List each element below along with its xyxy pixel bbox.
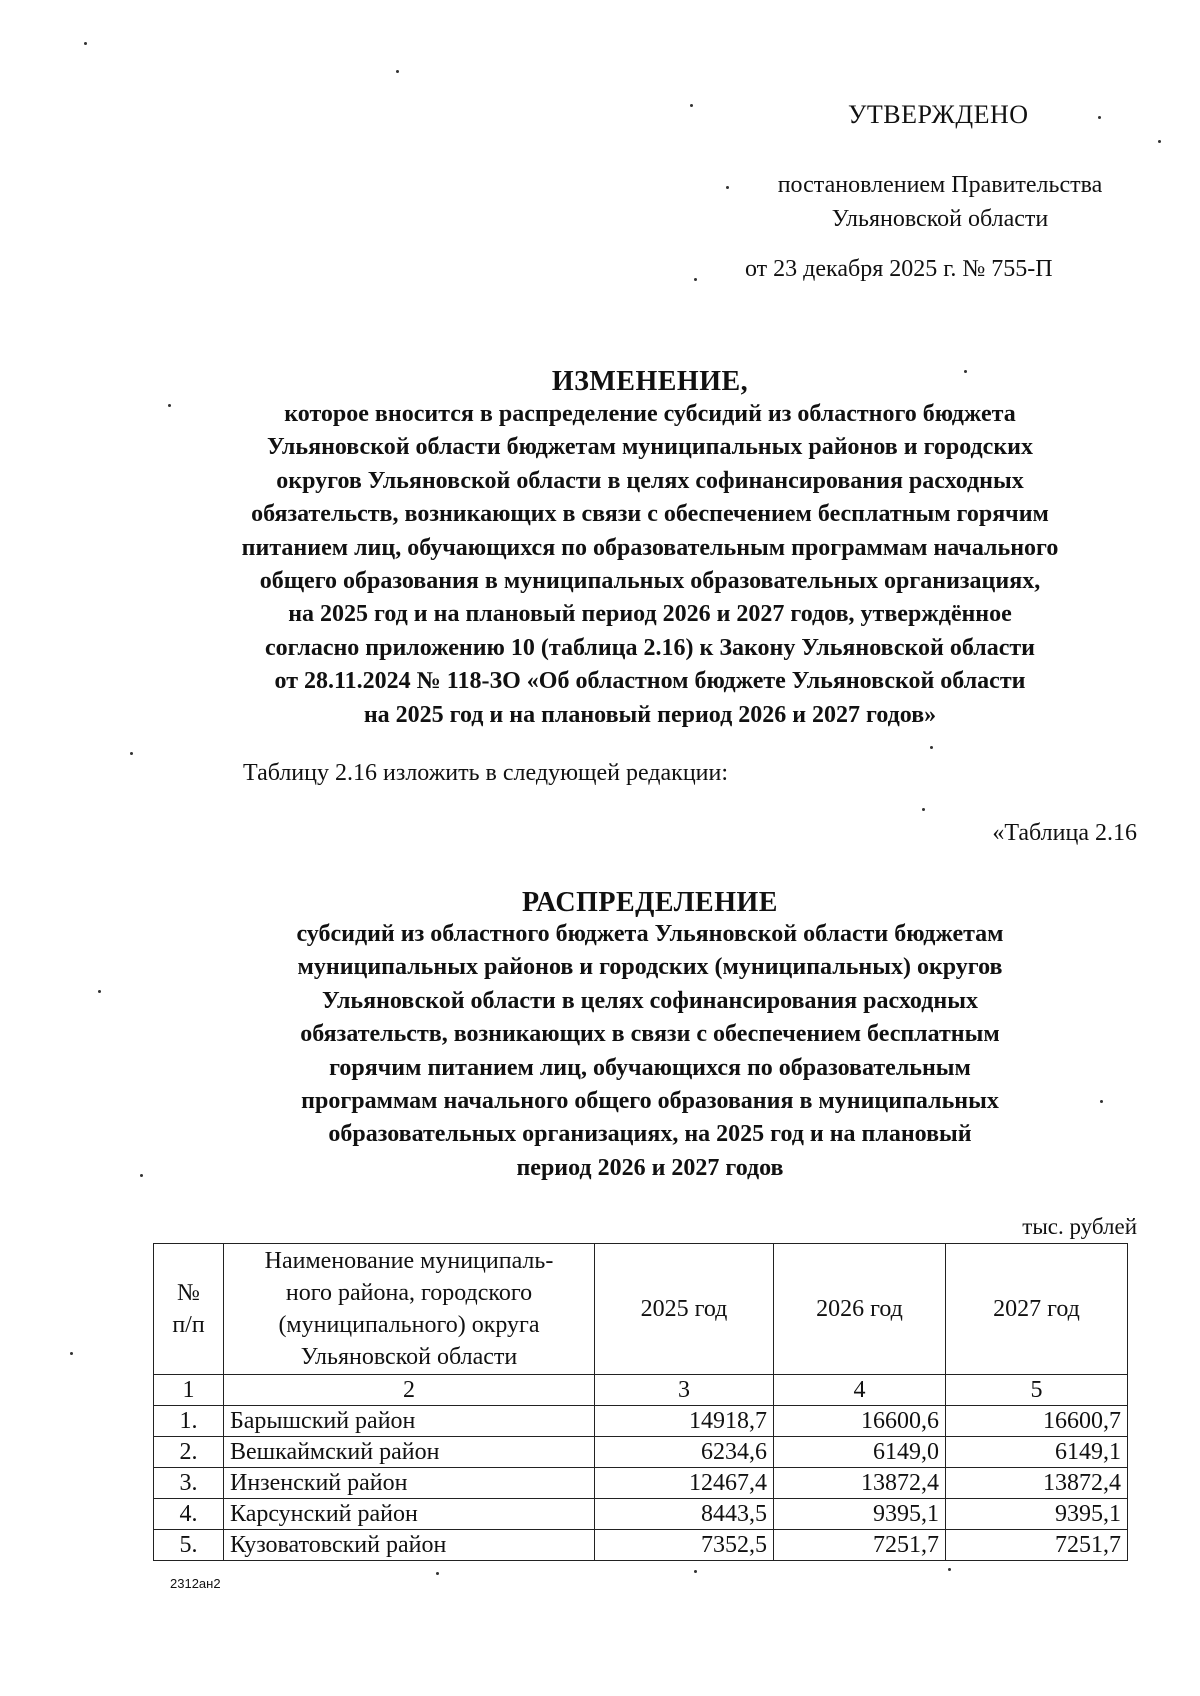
scan-speck — [694, 278, 697, 281]
change-line: на 2025 год и на плановый период 2026 и 2027 годов, утверждённое — [288, 601, 1012, 628]
approved-stamp: УТВЕРЖДЕНО — [848, 100, 1029, 129]
change-text — [160, 398, 1140, 732]
row-2027: 16600,7 — [946, 1406, 1128, 1437]
distribution-line: период 2026 и 2027 годов — [516, 1154, 784, 1181]
header-name: Наименование муниципаль- ного района, городского (муниципального) округа Ульяновской области — [224, 1244, 595, 1375]
distribution-line: субсидий из областного бюджета Ульяновской области бюджетам — [296, 921, 1004, 947]
row-name: Кузоватовский район — [224, 1530, 595, 1561]
header-2027: 2027 год — [946, 1244, 1128, 1375]
scan-speck — [140, 1174, 143, 1177]
scan-speck — [84, 42, 87, 45]
scan-speck — [168, 404, 171, 407]
row-num: 5. — [154, 1530, 224, 1561]
table-header-row — [154, 1244, 1128, 1375]
units-label: тыс. рублей — [1022, 1214, 1137, 1239]
header-2025: 2025 год — [595, 1244, 774, 1375]
distribution-line: образовательных организациях, на 2025 год и на плановый — [328, 1121, 972, 1148]
column-number: 5 — [946, 1375, 1128, 1406]
row-2027: 9395,1 — [946, 1499, 1128, 1530]
row-num: 3. — [154, 1468, 224, 1499]
decree-line: Ульяновской области — [831, 206, 1049, 232]
header-2026: 2026 год — [774, 1244, 946, 1375]
scan-speck — [694, 1570, 697, 1573]
scan-speck — [1158, 140, 1161, 143]
row-2026: 7251,7 — [774, 1530, 946, 1561]
distribution-line: программам начального общего образования в муниципальных — [301, 1088, 999, 1115]
scan-speck — [98, 990, 101, 993]
change-line: от 28.11.2024 № 118-ЗО «Об областном бюджете Ульяновской области — [274, 668, 1026, 695]
decree-date: от 23 декабря 2025 г. № 755-П — [745, 256, 1053, 282]
table-row — [154, 1499, 1128, 1530]
row-2025: 7352,5 — [595, 1530, 774, 1561]
table-reference: «Таблица 2.16 — [992, 820, 1137, 846]
table-row — [154, 1468, 1128, 1499]
row-name: Барышский район — [224, 1406, 595, 1437]
row-num: 4. — [154, 1499, 224, 1530]
change-line: Ульяновской области бюджетам муниципальных районов и городских — [267, 434, 1033, 461]
change-line: общего образования в муниципальных образовательных организациях, — [259, 568, 1041, 595]
decree-line: постановлением Правительства — [777, 172, 1103, 198]
change-line: обязательств, возникающих в связи с обеспечением бесплатным горячим — [251, 501, 1049, 528]
scan-speck — [922, 808, 925, 811]
column-number: 3 — [595, 1375, 774, 1406]
change-line: согласно приложению 10 (таблица 2.16) к Закону Ульяновской области — [265, 634, 1035, 661]
distribution-line: Ульяновской области в целях софинансирования расходных — [322, 987, 978, 1014]
change-line: на 2025 год и на плановый период 2026 и 2027 годов» — [363, 701, 937, 728]
column-number: 2 — [224, 1375, 595, 1406]
header-num: № п/п — [154, 1244, 224, 1375]
scan-speck — [396, 70, 399, 73]
distribution-line: обязательств, возникающих в связи с обеспечением бесплатным — [300, 1021, 1000, 1048]
change-title: ИЗМЕНЕНИЕ, — [551, 366, 749, 397]
row-2025: 14918,7 — [595, 1406, 774, 1437]
scan-speck — [930, 746, 933, 749]
row-2025: 6234,6 — [595, 1437, 774, 1468]
row-name: Карсунский район — [224, 1499, 595, 1530]
decree-block — [745, 168, 1135, 236]
row-2025: 8443,5 — [595, 1499, 774, 1530]
column-number: 4 — [774, 1375, 946, 1406]
row-2026: 9395,1 — [774, 1499, 946, 1530]
row-name: Вешкаймский район — [224, 1437, 595, 1468]
scan-speck — [690, 104, 693, 107]
row-2027: 7251,7 — [946, 1530, 1128, 1561]
table-row — [154, 1437, 1128, 1468]
row-2026: 16600,6 — [774, 1406, 946, 1437]
change-line: питанием лиц, обучающихся по образовательным программам начального — [241, 534, 1059, 561]
scan-speck — [964, 370, 967, 373]
row-num: 1. — [154, 1406, 224, 1437]
distribution-text — [210, 918, 1090, 1185]
scan-speck — [70, 1352, 73, 1355]
footer-code: 2312ан2 — [170, 1576, 221, 1591]
scan-speck — [130, 752, 133, 755]
scan-speck — [436, 1572, 439, 1575]
row-name: Инзенский район — [224, 1468, 595, 1499]
row-num: 2. — [154, 1437, 224, 1468]
row-2026: 6149,0 — [774, 1437, 946, 1468]
distribution-line: горячим питанием лиц, обучающихся по образовательным — [329, 1054, 971, 1081]
row-2027: 13872,4 — [946, 1468, 1128, 1499]
table-row — [154, 1530, 1128, 1561]
intro-paragraph: Таблицу 2.16 изложить в следующей редакции: — [243, 760, 729, 786]
distribution-title: РАСПРЕДЕЛЕНИЕ — [522, 887, 778, 918]
distribution-line: муниципальных районов и городских (муниципальных) округов — [297, 954, 1003, 981]
scan-speck — [1100, 1100, 1103, 1103]
column-number: 1 — [154, 1375, 224, 1406]
table-row — [154, 1406, 1128, 1437]
scan-speck — [948, 1568, 951, 1571]
row-2026: 13872,4 — [774, 1468, 946, 1499]
change-line: округов Ульяновской области в целях софинансирования расходных — [276, 467, 1024, 494]
distribution-table — [153, 1243, 1128, 1561]
change-line: которое вносится в распределение субсидий из областного бюджета — [284, 401, 1016, 427]
row-2027: 6149,1 — [946, 1437, 1128, 1468]
row-2025: 12467,4 — [595, 1468, 774, 1499]
scan-speck — [1098, 116, 1101, 119]
scan-speck — [726, 186, 729, 189]
column-number-row — [154, 1375, 1128, 1406]
